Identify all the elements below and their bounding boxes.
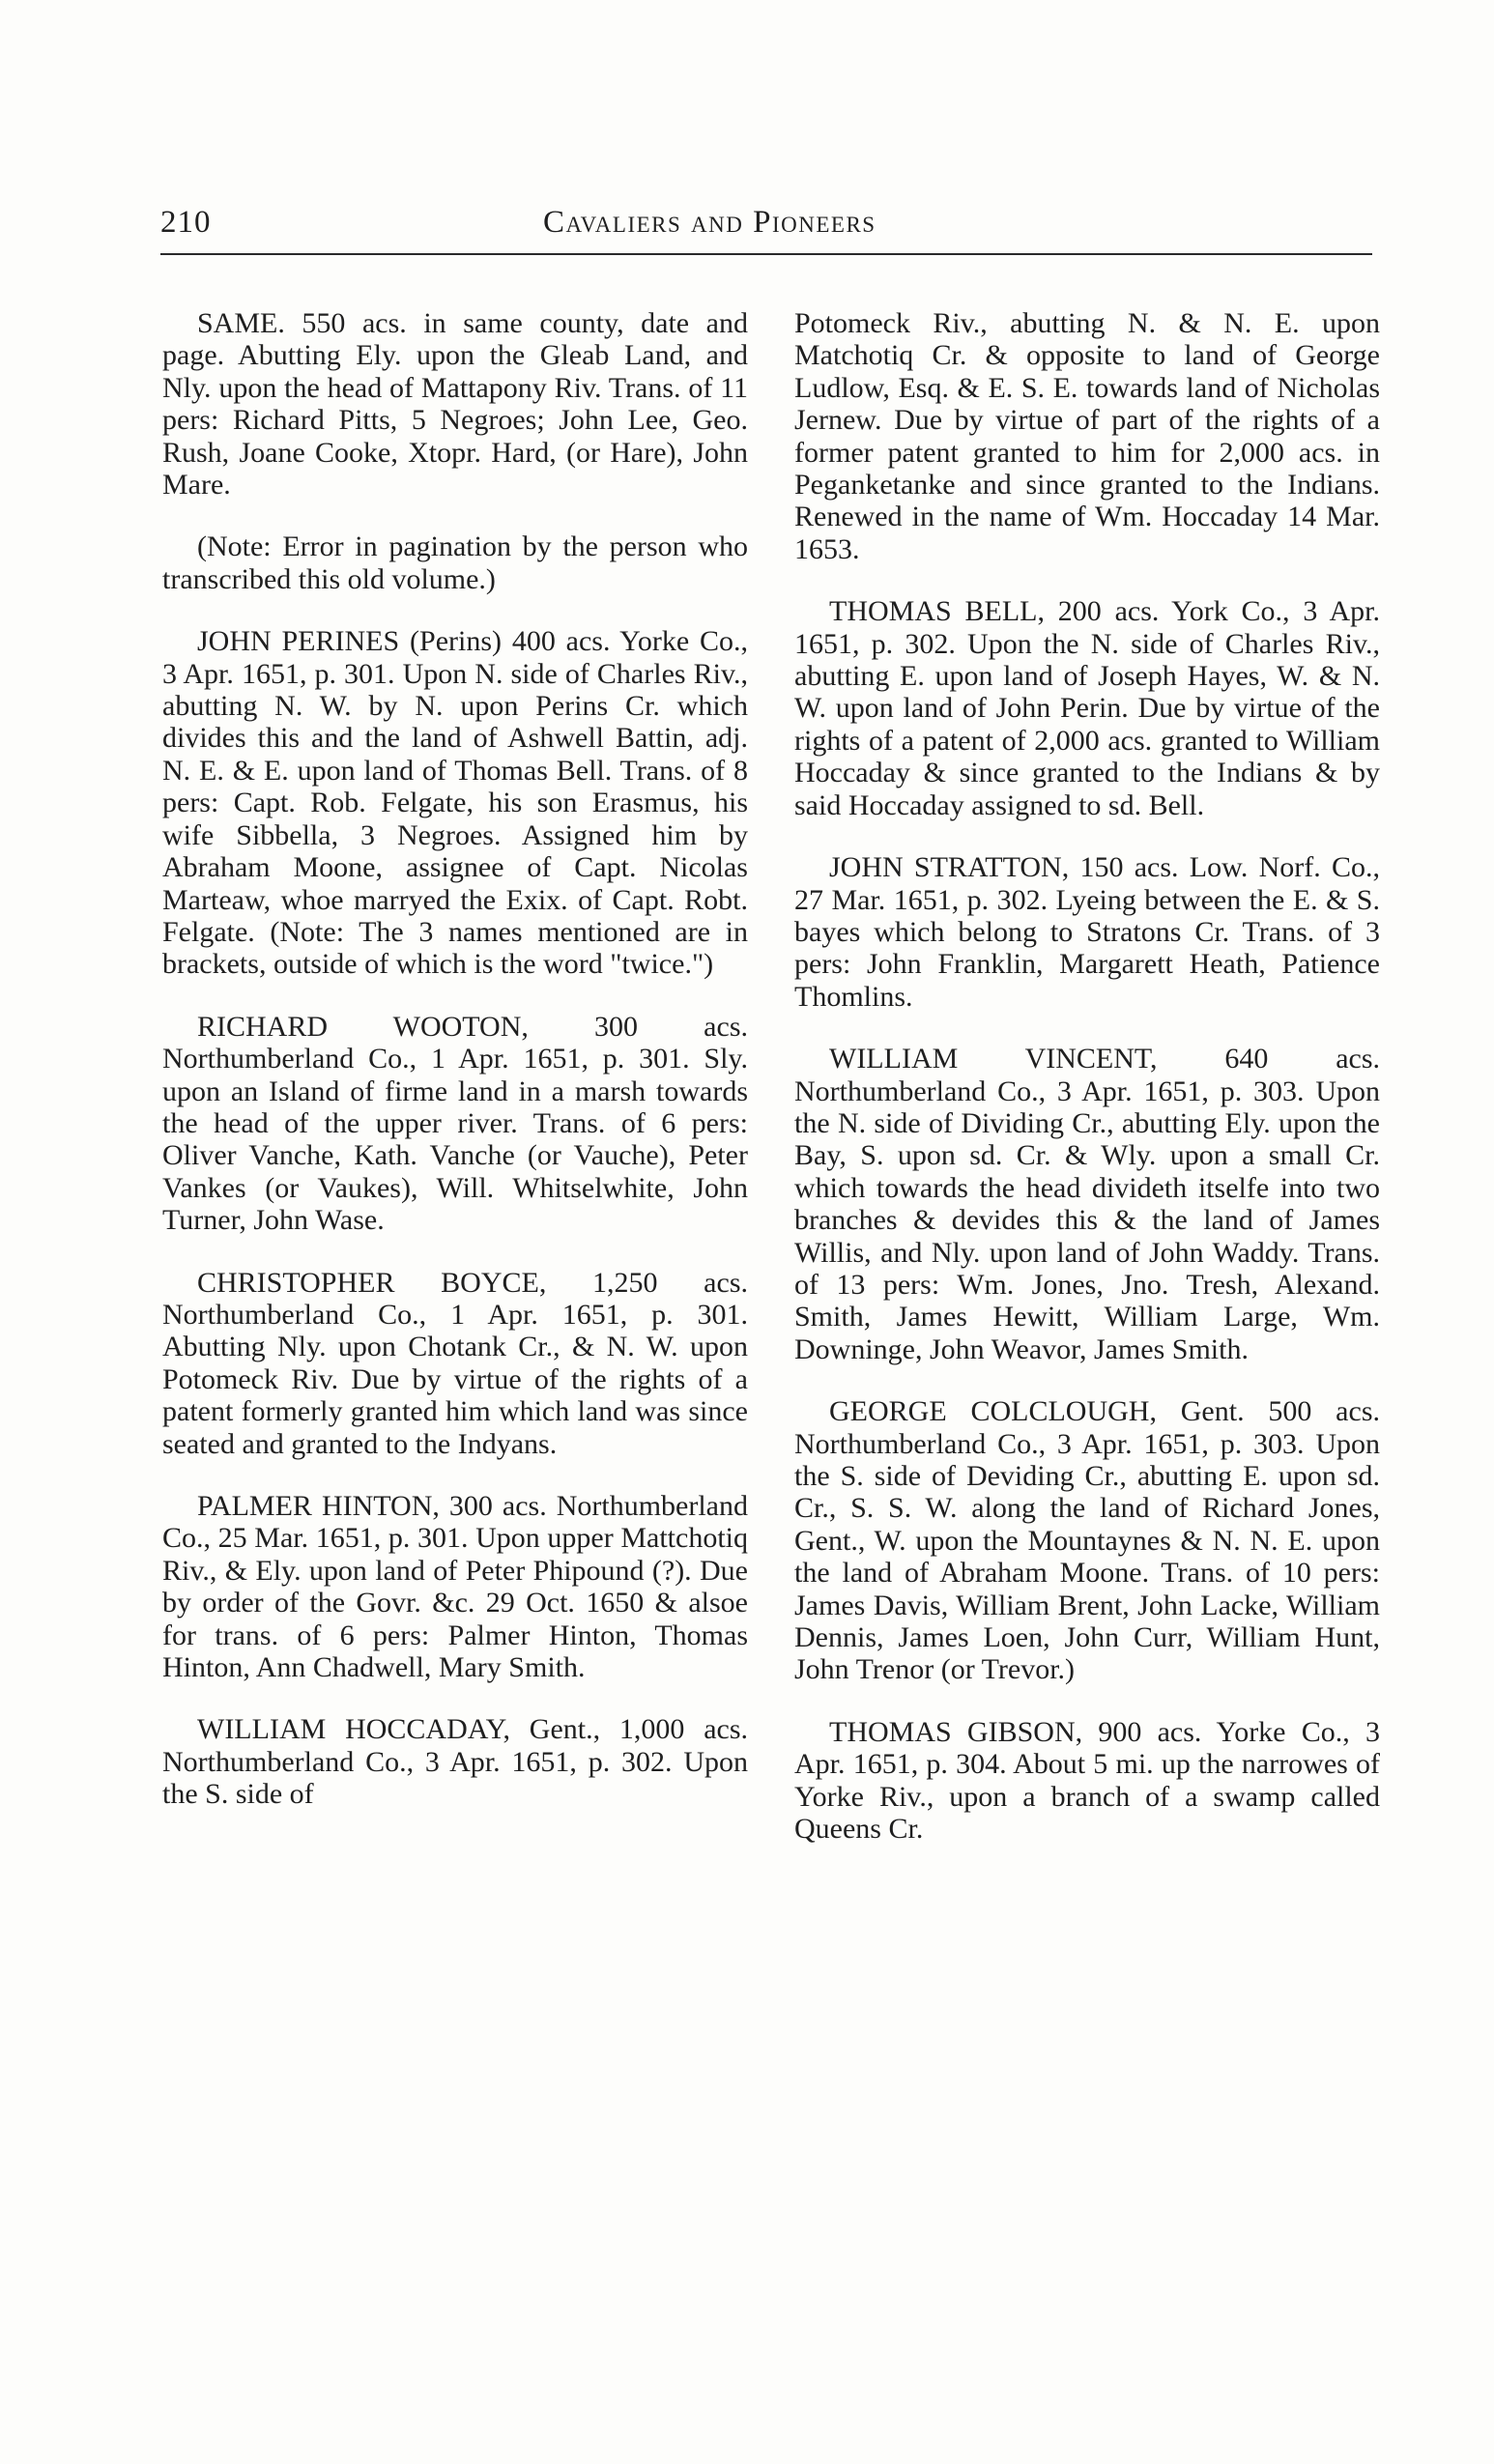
note-pagination: (Note: Error in pagination by the person who transcribed this old volume.) xyxy=(162,530,748,595)
entry-thomas-gibson: THOMAS GIBSON, 900 acs. Yorke Co., 3 Apr. 1651, p. 304. About 5 mi. up the narrowes of Yorke Riv., upon a branch of a swamp called Queens Cr. xyxy=(794,1715,1380,1846)
entry-palmer-hinton: PALMER HINTON, 300 acs. Northumberland Co., 25 Mar. 1651, p. 301. Upon upper Mattchotiq Riv., & Ely. upon land of Peter Phipound (?). Due by order of the Govr. &c. 29 Oct. 1650 & alsoe for trans. of 6 pers: Palmer Hinton, Thomas Hinton, Ann Chadwell, Mary Smith. xyxy=(162,1490,748,1684)
entry-william-hoccaday: WILLIAM HOCCADAY, Gent., 1,000 acs. Northumberland Co., 3 Apr. 1651, p. 302. Upon the S. side of xyxy=(162,1713,748,1811)
entry-george-colclough: GEORGE COLCLOUGH, Gent. 500 acs. Northumberland Co., 3 Apr. 1651, p. 303. Upon the S. side of Deviding Cr., abutting E. upon sd. Cr., S. S. W. along the land of Richard Jones, Gent., W. upon the Mountaynes & N. N. E. upon the land of Abraham Moone. Trans. of 10 pers: James Davis, William Brent, John Lacke, William Dennis, James Loen, John Curr, William Hunt, John Trenor (or Trevor.) xyxy=(794,1395,1380,1686)
page-header xyxy=(160,205,1372,255)
left-column xyxy=(162,307,748,1841)
entry-john-stratton: JOHN STRATTON, 150 acs. Low. Norf. Co., 27 Mar. 1651, p. 302. Lyeing between the E. & S. bayes which belong to Stratons Cr. Trans. of 3 pers: John Franklin, Margarett Heath, Patience Thomlins. xyxy=(794,851,1380,1013)
entry-christopher-boyce: CHRISTOPHER BOYCE, 1,250 acs. Northumberland Co., 1 Apr. 1651, p. 301. Abutting Nly. upon Chotank Cr., & N. W. upon Potomeck Riv. Due by virtue of the rights of a patent formerly granted him which land was since seated and granted to the Indyans. xyxy=(162,1266,748,1460)
entry-john-perines: JOHN PERINES (Perins) 400 acs. Yorke Co., 3 Apr. 1651, p. 301. Upon N. side of Charles Riv., abutting N. W. by N. upon Perins Cr. which divides this and the land of Ashwell Battin, adj. N. E. & E. upon land of Thomas Bell. Trans. of 8 pers: Capt. Rob. Felgate, his son Erasmus, his wife Sibbella, 3 Negroes. Assigned him by Abraham Moone, assignee of Capt. Nicolas Marteaw, whoe marryed the Exix. of Capt. Robt. Felgate. (Note: The 3 names mentioned are in brackets, outside of which is the word "twice.") xyxy=(162,625,748,981)
entry-william-vincent: WILLIAM VINCENT, 640 acs. Northumberland Co., 3 Apr. 1651, p. 303. Upon the N. side of Dividing Cr., abutting Ely. upon the Bay, S. upon sd. Cr. & Wly. upon a small Cr. which towards the head divideth itselfe into two branches & devides this & the land of James Willis, and Nly. upon land of John Waddy. Trans. of 13 pers: Wm. Jones, Jno. Tresh, Alexand. Smith, James Hewitt, William Large, Wm. Downinge, John Weavor, James Smith. xyxy=(794,1043,1380,1365)
entry-same: SAME. 550 acs. in same county, date and page. Abutting Ely. upon the Gleab Land, and Nly. upon the head of Mattapony Riv. Trans. of 11 pers: Richard Pitts, 5 Negroes; John Lee, Geo. Rush, Joane Cooke, Xtopr. Hard, (or Hare), John Mare. xyxy=(162,307,748,501)
entry-william-hoccaday-continued: Potomeck Riv., abutting N. & N. E. upon Matchotiq Cr. & opposite to land of George Ludlow, Esq. & E. S. E. towards land of Nicholas Jernew. Due by virtue of part of the rights of a former patent granted to him for 2,000 acs. in Peganketanke and since granted to the Indians. Renewed in the name of Wm. Hoccaday 14 Mar. 1653. xyxy=(794,307,1380,565)
entry-thomas-bell: THOMAS BELL, 200 acs. York Co., 3 Apr. 1651, p. 302. Upon the N. side of Charles Riv., abutting E. upon land of Joseph Hayes, W. & N. W. upon land of John Perin. Due by virtue of the rights of a patent of 2,000 acs. granted to William Hoccaday & since granted to the Indians & by said Hoccaday assigned to sd. Bell. xyxy=(794,595,1380,821)
entry-richard-wooton: RICHARD WOOTON, 300 acs. Northumberland Co., 1 Apr. 1651, p. 301. Sly. upon an Island of firme land in a marsh towards the head of the upper river. Trans. of 6 pers: Oliver Vanche, Kath. Vanche (or Vauche), Peter Vankes (or Vaukes), Will. Whitselwhite, John Turner, John Wase. xyxy=(162,1010,748,1237)
running-title: Cavaliers and Pioneers xyxy=(543,205,876,240)
page-number: 210 xyxy=(160,205,212,240)
right-column xyxy=(794,307,1380,1875)
